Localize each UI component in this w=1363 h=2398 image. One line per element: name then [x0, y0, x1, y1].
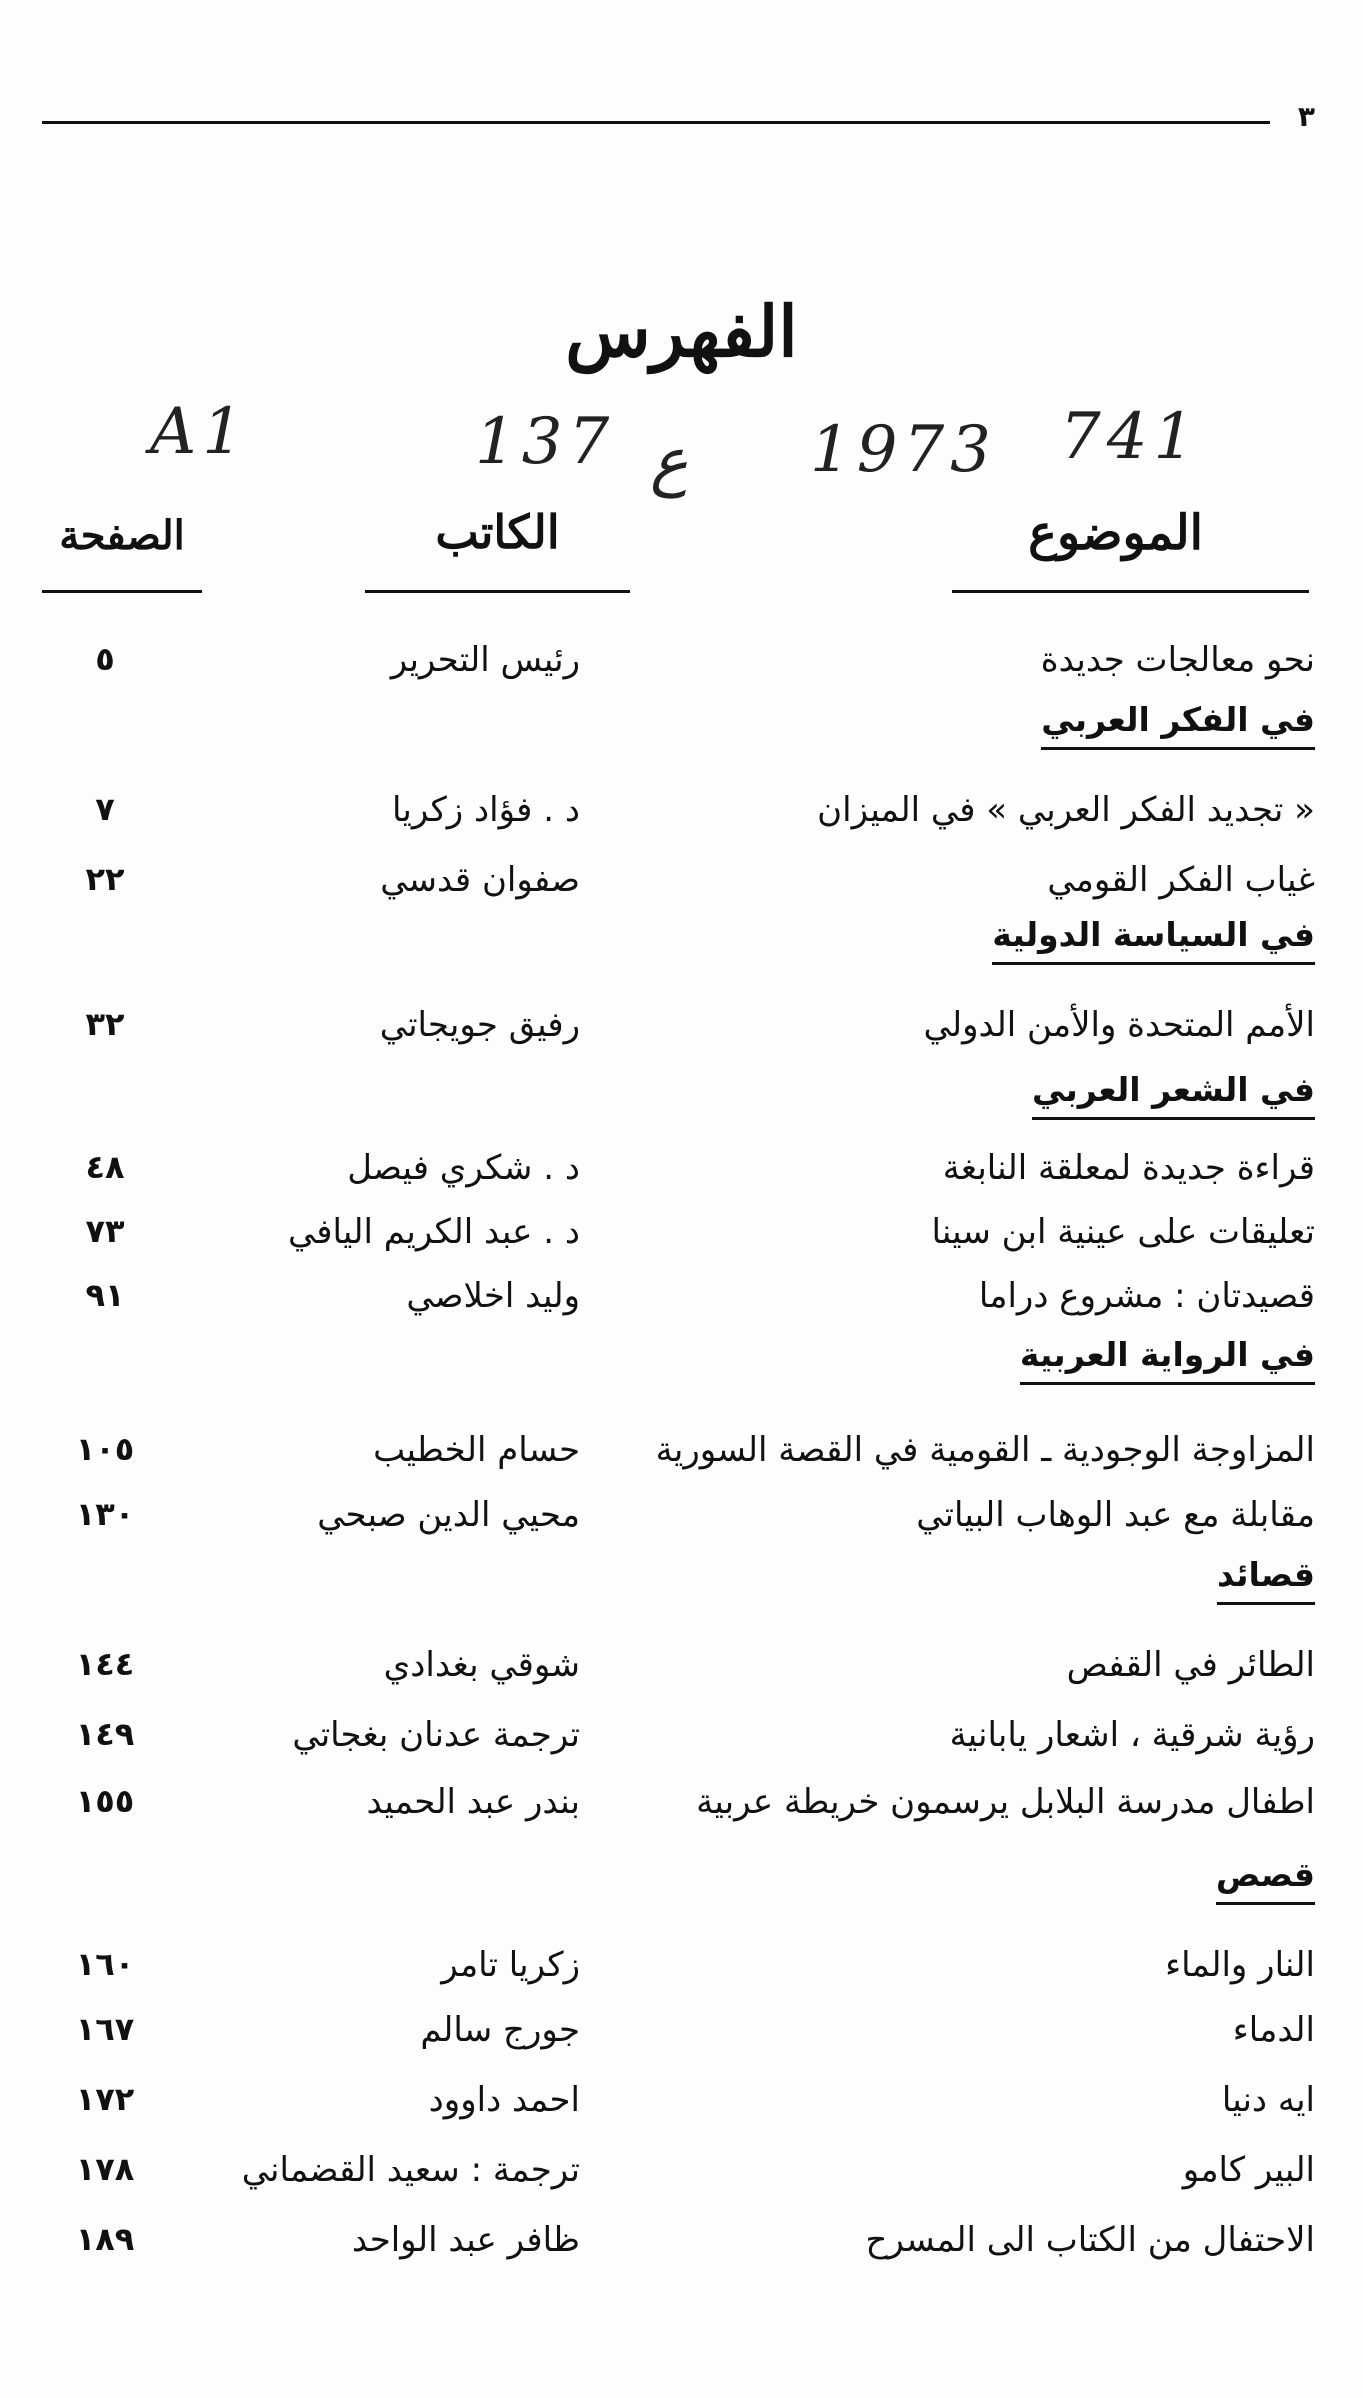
section-title: قصص [1216, 1855, 1315, 1905]
column-header-topic: الموضوع [1028, 505, 1203, 561]
entry-author: احمد داوود [428, 2080, 580, 2120]
entry-author: شوقي بغدادي [383, 1645, 580, 1685]
page-number: ٣ [1297, 100, 1315, 133]
index-entry [0, 860, 1363, 920]
entry-author: د . فؤاد زكريا [392, 790, 580, 830]
handwritten-note: 137 [475, 405, 616, 479]
column-header-author: الكاتب [435, 505, 560, 559]
index-entry [0, 2220, 1363, 2280]
entry-author: جورج سالم [420, 2010, 580, 2050]
header-underline [952, 590, 1309, 593]
index-entry [0, 1645, 1363, 1705]
handwritten-annotation [130, 385, 1230, 499]
index-entry [0, 640, 1363, 700]
section-title: في الشعر العربي [1032, 1070, 1315, 1120]
entry-topic: اطفال مدرسة البلابل يرسمون خريطة عربية [696, 1782, 1315, 1822]
column-header-page: الصفحة [59, 512, 185, 559]
entry-topic: الدماء [1232, 2010, 1315, 2050]
index-entry [0, 790, 1363, 850]
entry-page-number: ١٤٤ [75, 1645, 135, 1683]
index-entry [0, 1148, 1363, 1208]
entry-topic: مقابلة مع عبد الوهاب البياتي [916, 1495, 1315, 1535]
section-title: قصائد [1217, 1555, 1315, 1605]
entry-page-number: ١٨٩ [75, 2220, 135, 2258]
page-title: الفهرس [565, 290, 798, 373]
handwritten-note: 1973 [810, 413, 997, 487]
entry-page-number: ١٤٩ [75, 1715, 135, 1753]
section-heading [0, 1855, 1363, 1915]
section-heading [0, 1335, 1363, 1395]
entry-topic: المزاوجة الوجودية ـ القومية في القصة السورية [655, 1430, 1315, 1470]
entry-page-number: ١٧٢ [75, 2080, 135, 2118]
entry-page-number: ٧ [95, 790, 115, 828]
entry-page-number: ٤٨ [85, 1148, 125, 1186]
index-entry [0, 1715, 1363, 1775]
entry-topic: قراءة جديدة لمعلقة النابغة [942, 1148, 1315, 1188]
entry-topic: الطائر في القفص [1066, 1645, 1315, 1685]
entry-page-number: ٢٢ [85, 860, 125, 898]
entry-author: بندر عبد الحميد [366, 1782, 580, 1822]
entry-topic: رؤية شرقية ، اشعار يابانية [949, 1715, 1315, 1755]
entry-author: د . شكري فيصل [347, 1148, 580, 1188]
header-underline [365, 590, 630, 593]
entry-topic: قصيدتان : مشروع دراما [978, 1276, 1315, 1316]
entry-page-number: ٩١ [85, 1276, 125, 1314]
index-entry [0, 2150, 1363, 2210]
entry-topic: البير كامو [1182, 2150, 1315, 2190]
entry-author: رئيس التحرير [390, 640, 580, 680]
index-entry [0, 1276, 1363, 1336]
entry-page-number: ٧٣ [85, 1212, 125, 1250]
entry-topic: نحو معالجات جديدة [1040, 640, 1315, 680]
section-heading [0, 915, 1363, 975]
entry-topic: ايه دنيا [1221, 2080, 1315, 2120]
entry-author: وليد اخلاصي [406, 1276, 580, 1316]
entry-topic: غياب الفكر القومي [1047, 860, 1315, 900]
entry-author: صفوان قدسي [380, 860, 580, 900]
index-entry [0, 2010, 1363, 2070]
entry-author: حسام الخطيب [373, 1430, 580, 1470]
entry-author: ظافر عبد الواحد [351, 2220, 580, 2260]
entry-topic: النار والماء [1165, 1945, 1315, 1985]
entry-topic: « تجديد الفكر العربي » في الميزان [817, 790, 1315, 830]
index-entry [0, 1945, 1363, 2005]
entry-page-number: ١٧٨ [75, 2150, 135, 2188]
handwritten-note: 741 [1060, 400, 1201, 474]
index-entry [0, 1005, 1363, 1065]
entry-author: د . عبد الكريم اليافي [287, 1212, 580, 1252]
handwritten-note: ع [650, 425, 689, 499]
handwritten-note: A1 [150, 395, 249, 469]
index-entry [0, 1495, 1363, 1555]
entry-author: زكريا تامر [441, 1945, 580, 1985]
section-title: في الرواية العربية [1020, 1335, 1315, 1385]
section-heading [0, 700, 1363, 760]
entry-page-number: ١٥٥ [75, 1782, 135, 1820]
header-underline [42, 590, 202, 593]
entry-page-number: ١٠٥ [75, 1430, 135, 1468]
section-title: في السياسة الدولية [992, 915, 1315, 965]
entry-page-number: ٥ [95, 640, 115, 678]
entry-page-number: ١٣٠ [75, 1495, 135, 1533]
section-title: في الفكر العربي [1041, 700, 1315, 750]
entry-topic: تعليقات على عينية ابن سينا [931, 1212, 1315, 1252]
index-entry [0, 1212, 1363, 1272]
entry-page-number: ١٦٠ [75, 1945, 135, 1983]
entry-page-number: ٣٢ [85, 1005, 125, 1043]
index-entry [0, 1430, 1363, 1490]
section-heading [0, 1070, 1363, 1130]
entry-author: رفيق جويجاتي [379, 1005, 580, 1045]
index-entry [0, 1782, 1363, 1842]
entry-topic: الأمم المتحدة والأمن الدولي [923, 1005, 1315, 1045]
entry-author: ترجمة عدنان بغجاتي [292, 1715, 580, 1755]
top-rule [42, 121, 1270, 124]
section-heading [0, 1555, 1363, 1615]
entry-author: ترجمة : سعيد القضماني [241, 2150, 580, 2190]
entry-page-number: ١٦٧ [75, 2010, 135, 2048]
index-entry [0, 2080, 1363, 2140]
entry-topic: الاحتفال من الكتاب الى المسرح [865, 2220, 1315, 2260]
entry-author: محيي الدين صبحي [317, 1495, 580, 1535]
